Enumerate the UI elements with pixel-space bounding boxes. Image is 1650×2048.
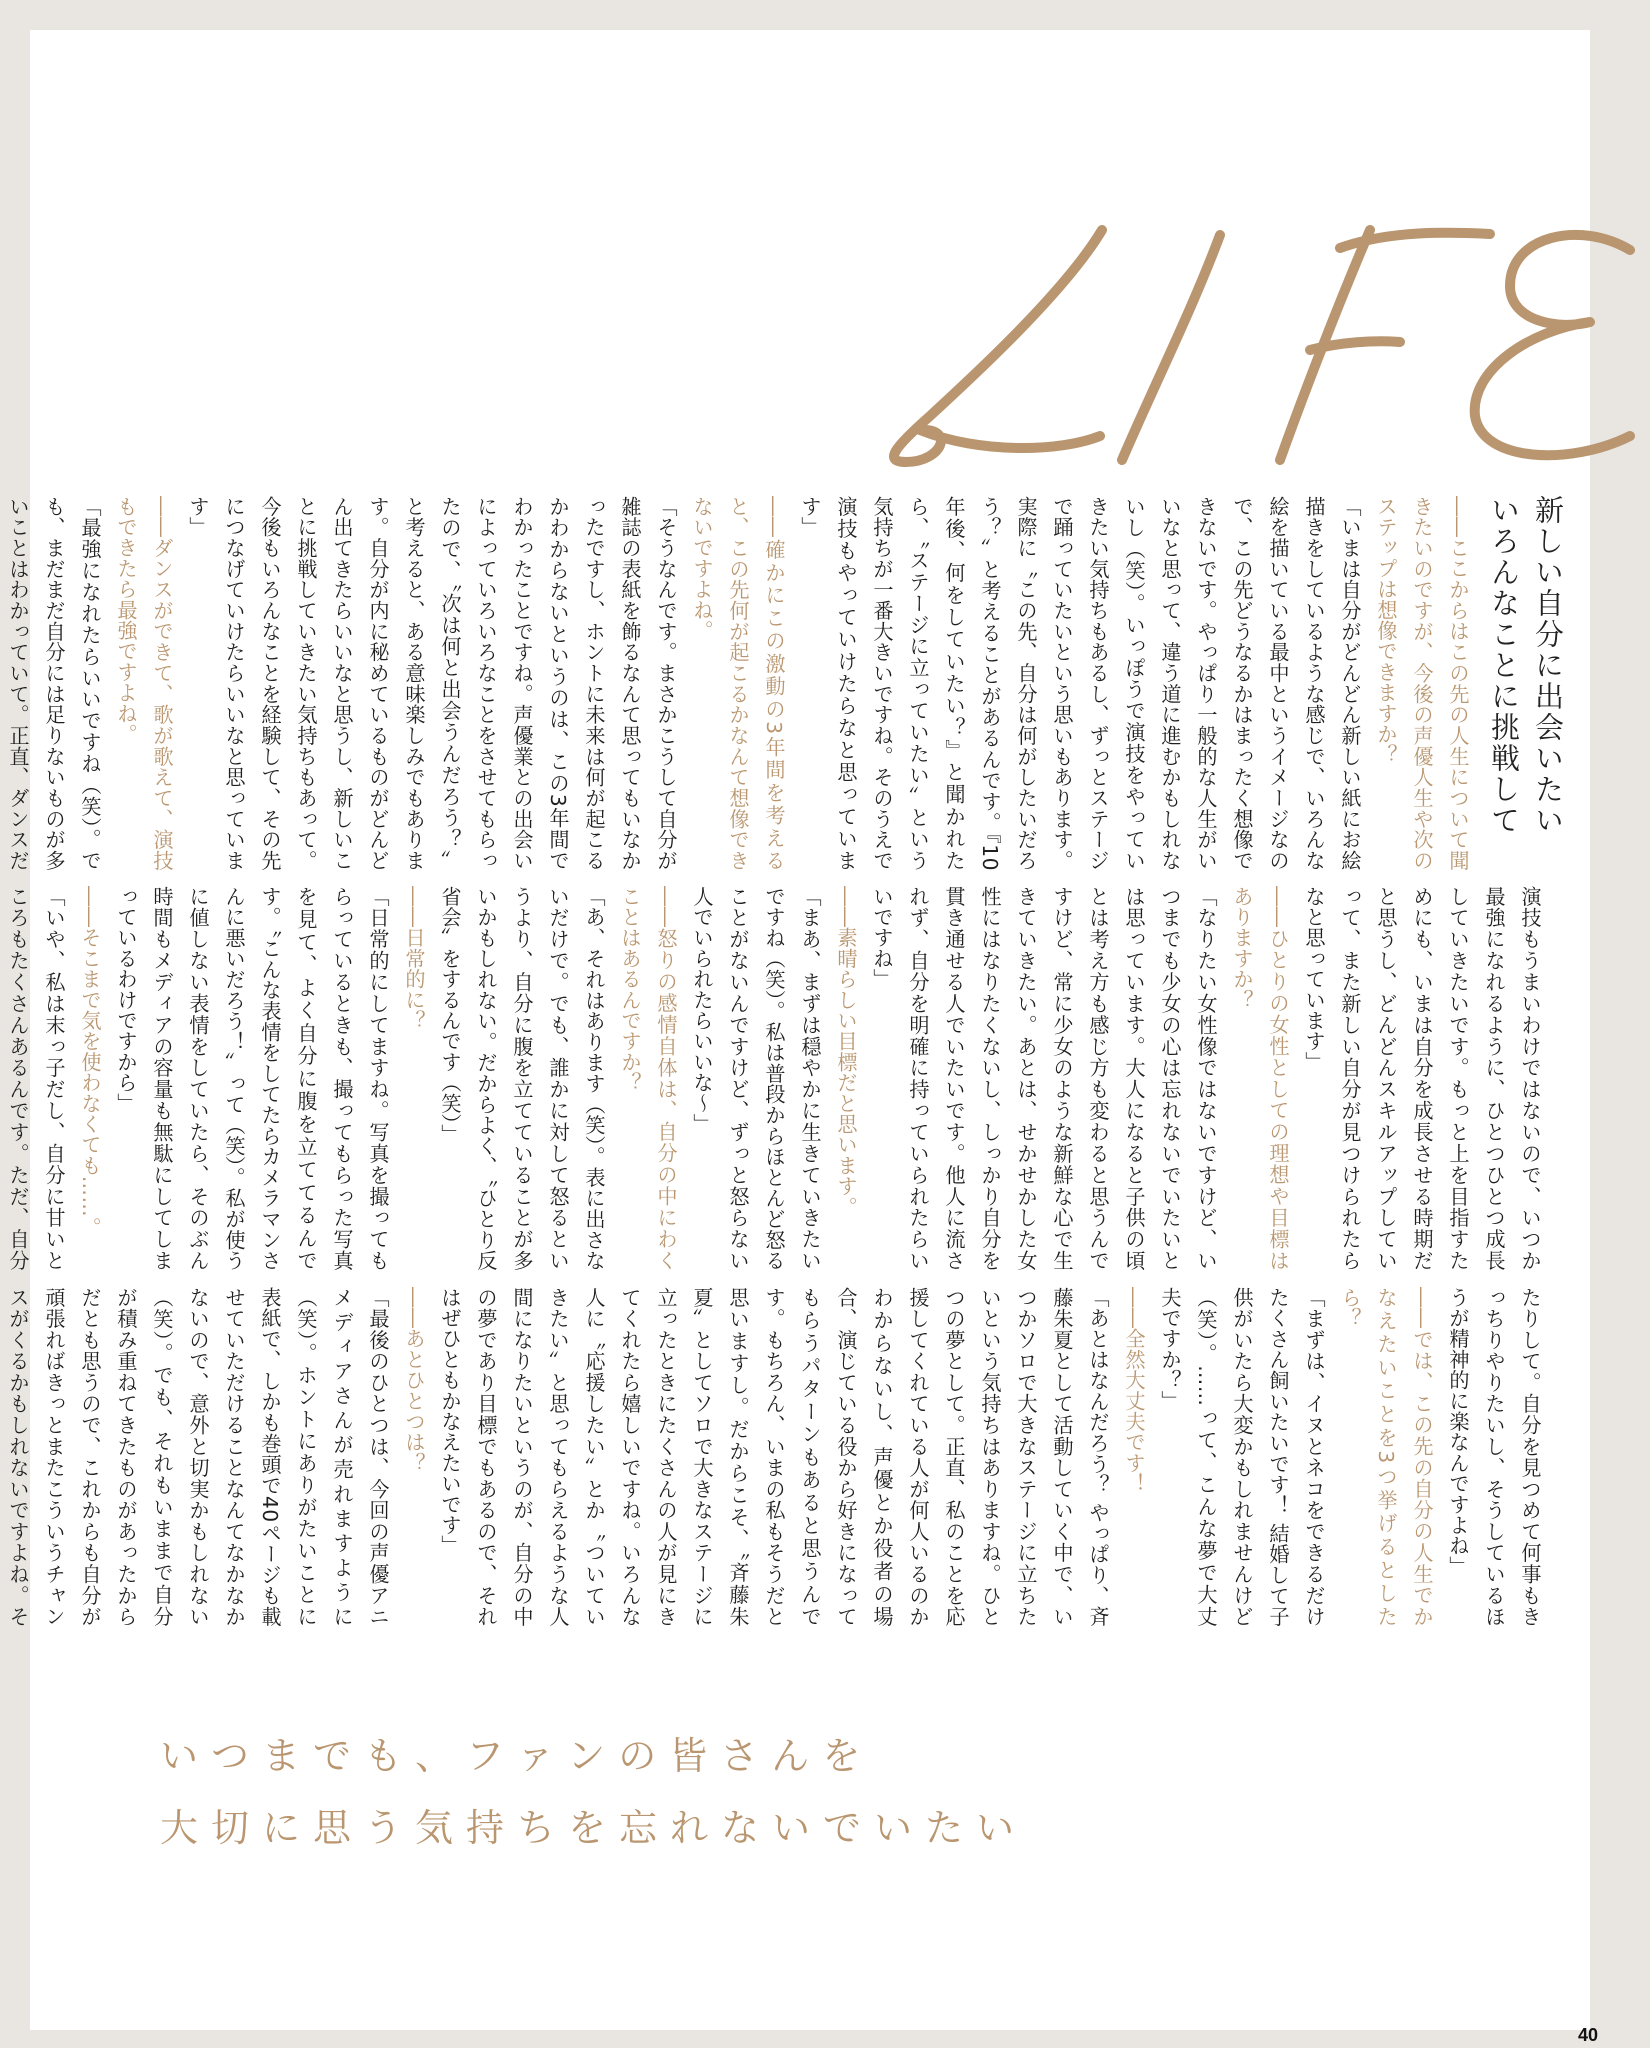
answer-paragraph: 「まずは、イヌとネコをできるだけたくさん飼いたいです！ 結婚して子供がいたら大変かもしれませんけど（笑）。……って、こんな夢で大丈夫ですか？」 — [1158, 1287, 1326, 1627]
interviewer-question: ――ここからはこの先の人生について聞きたいのですが、今後の声優人生や次のステップは想像できますか？ — [1374, 496, 1470, 871]
interviewer-question: ――では、この先の自分の人生でかなえたいことを3つ挙げるとしたら？ — [1338, 1287, 1434, 1627]
interviewer-question: ――ダンスができて、歌が歌えて、演技もできたら最強ですよね。 — [114, 496, 174, 871]
interview-column-3 — [6, 1287, 1548, 1627]
interviewer-question: ――ひとりの女性としての理想や目標はありますか？ — [1230, 886, 1290, 1271]
pull-quote-line-1: いつまでも、ファンの皆さんを — [160, 1734, 874, 1778]
answer-paragraph: 「なりたい女性像ではないですけど、いつまでも少女の心は忘れないでいたいとは思っています。大人になると子供の頃とは考え方も感じ方も変わると思うんですけど、常に少女のような新鮮な心で生きていきたい。あとは、せかせかした女性にはなりたくないし、しっかり自分を貫き通せる人でいたいです。他人に流されず、自分を明確に持っていられたらいいですね」 — [870, 886, 1218, 1271]
interviewer-question: ――素晴らしい目標だと思います。 — [834, 886, 858, 1218]
answer-paragraph: 「まあ、まずは穏やかに生きていきたいですね（笑）。私は普段からほとんど怒ることがないんですけど、ずっと怒らない人でいられたらいいな～」 — [690, 886, 822, 1271]
interviewer-question: ――そこまで気を使わなくても……。 — [78, 886, 102, 1238]
pull-quote-line-2: 大切に思う気持ちを忘れないでいたい — [160, 1806, 1028, 1850]
interviewer-question: ――怒りの感情自体は、自分の中にわくことはあるんですか？ — [618, 886, 678, 1271]
answer-paragraph: 「いまは自分がどんどん新しい紙にお絵描きをしているような感じで、いろんな絵を描いている最中というイメージなので、この先どうなるかはまったく想像できないです。やっぱり一般的な人生がいいなと思って、違う道に進むかもしれないし（笑）。いっぽうで演技をやっていきたい気持ちもあるし、ずっとステージで踊っていたいという思いもあります。実際に〝この先、自分は何がしたいだろう？〟と考えることがあるんです。『10年後、何をしていたい？』と聞かれたら、〝ステージに立っていたい〟という気持ちが一番大きいですね。そのうえで演技もやっていけたらなと思っています」 — [798, 496, 1362, 871]
pull-quote — [160, 1720, 1027, 1864]
answer-paragraph: 「あ、それはあります（笑）。表に出さないだけで。でも、誰かに対して怒るというより、自分に腹を立てていることが多いかもしれない。だからよく、〝ひとり反省会〟をするんです（笑）」 — [438, 886, 606, 1271]
headline — [1482, 495, 1570, 875]
answer-paragraph: 「日常的にしてますね。写真を撮ってもらっているときも、撮ってもらった写真を見て、よく自分に腹を立ててるんです。〝こんな表情をしてたらカメラマンさんに悪いだろう！〟って（笑）。私が使うに値しない表情をしていたら、そのぶん時間もメディアの容量も無駄にしてしまっているわけですから」 — [114, 886, 390, 1271]
answer-paragraph: 「そうなんです。まさかこうして自分が雑誌の表紙を飾るなんて思ってもいなかったですし、ホントに未来は何が起こるかわからないというのは、この3年間でわかったことですね。声優業との出会いによっていろいろなことをさせてもらったので、〝次は何と出会うんだろう？〟と考えると、ある意味楽しみでもあります。自分が内に秘めているものがどんどん出てきたらいいなと思うし、新しいことに挑戦していきたい気持ちもあって。今後もいろんなことを経験して、その先につなげていけたらいいなと思っています」 — [186, 496, 678, 871]
page-number: 40 — [1578, 2025, 1599, 2045]
answer-paragraph: 「最後のひとつは、今回の声優アニメディアさんが売れますように（笑）。ホントにありがたいことに表紙で、しかも巻頭で40ページも載せていただけることなんてなかなかないので、意外と切実かもしれない（笑）。でも、それもいままで自分が積み重ねてきたものがあったからだとも思うので、これからも自分が頑張ればきっとまたこういうチャンスがくるかもしれないですよね。そ — [6, 1287, 390, 1627]
life-script-logo — [870, 190, 1650, 490]
answer-paragraph: 「いや、私は末っ子だし、自分に甘いところもたくさんあるんです。ただ、自分 — [6, 886, 66, 1271]
magazine-page — [6, 30, 1599, 2045]
headline-line-1: 新しい自分に出会いたい — [1531, 495, 1565, 836]
answer-paragraph: たりして。自分を見つめて何事もきっちりやりたいし、そうしているほうが精神的に楽なんですよね」 — [1446, 1287, 1542, 1627]
answer-paragraph: 「あとはなんだろう？ やっぱり、斉藤朱夏として活動していく中で、いつかソロで大きなステージに立ちたいという気持ちはありますね。ひとつの夢として。正直、私のことを応援してくれている人が何人いるのかわからないし、声優とか役者の場合、演じている役から好きになってもらうパターンもあると思うんです。もちろん、いまの私もそうだと思いますし。だからこそ、〝斉藤朱夏〟としてソロで大きなステージに立ったときにたくさんの人が見にきてくれたら嬉しいですね。いろんな人に〝応援したい〟とか〝ついていきたい〟と思ってもらえるような人間になりたいというのが、自分の中の夢であり目標でもあるので、それはぜひともかなえたいです」 — [438, 1287, 1110, 1627]
interview-column-1 — [6, 496, 1476, 871]
interviewer-question: ――あとひとつは？ — [402, 1287, 426, 1474]
interviewer-question: ――日常的に？ — [402, 886, 426, 1031]
answer-paragraph: 演技もうまいわけではないので、いつか最強になれるように、ひとつひとつ成長していきたいです。もっと上を目指すためにも、いまは自分を成長させる時期だと思うし、どんどんスキルアップしていって、また新しい自分が見つけられたらなと思っています」 — [1302, 886, 1542, 1271]
answer-paragraph: 「最強になれたらいいですね（笑）。でも、まだまだ自分には足りないものが多いことはわかっていて。正直、ダンスだ — [6, 496, 102, 871]
headline-line-2: いろんなことに挑戦して — [1487, 495, 1521, 836]
interviewer-question: ――確かにこの激動の3年間を考えると、この先何が起こるかなんて想像できないですよね。 — [690, 496, 786, 871]
interviewer-question: ――全然大丈夫です！ — [1122, 1287, 1146, 1494]
interview-column-2 — [6, 886, 1548, 1271]
